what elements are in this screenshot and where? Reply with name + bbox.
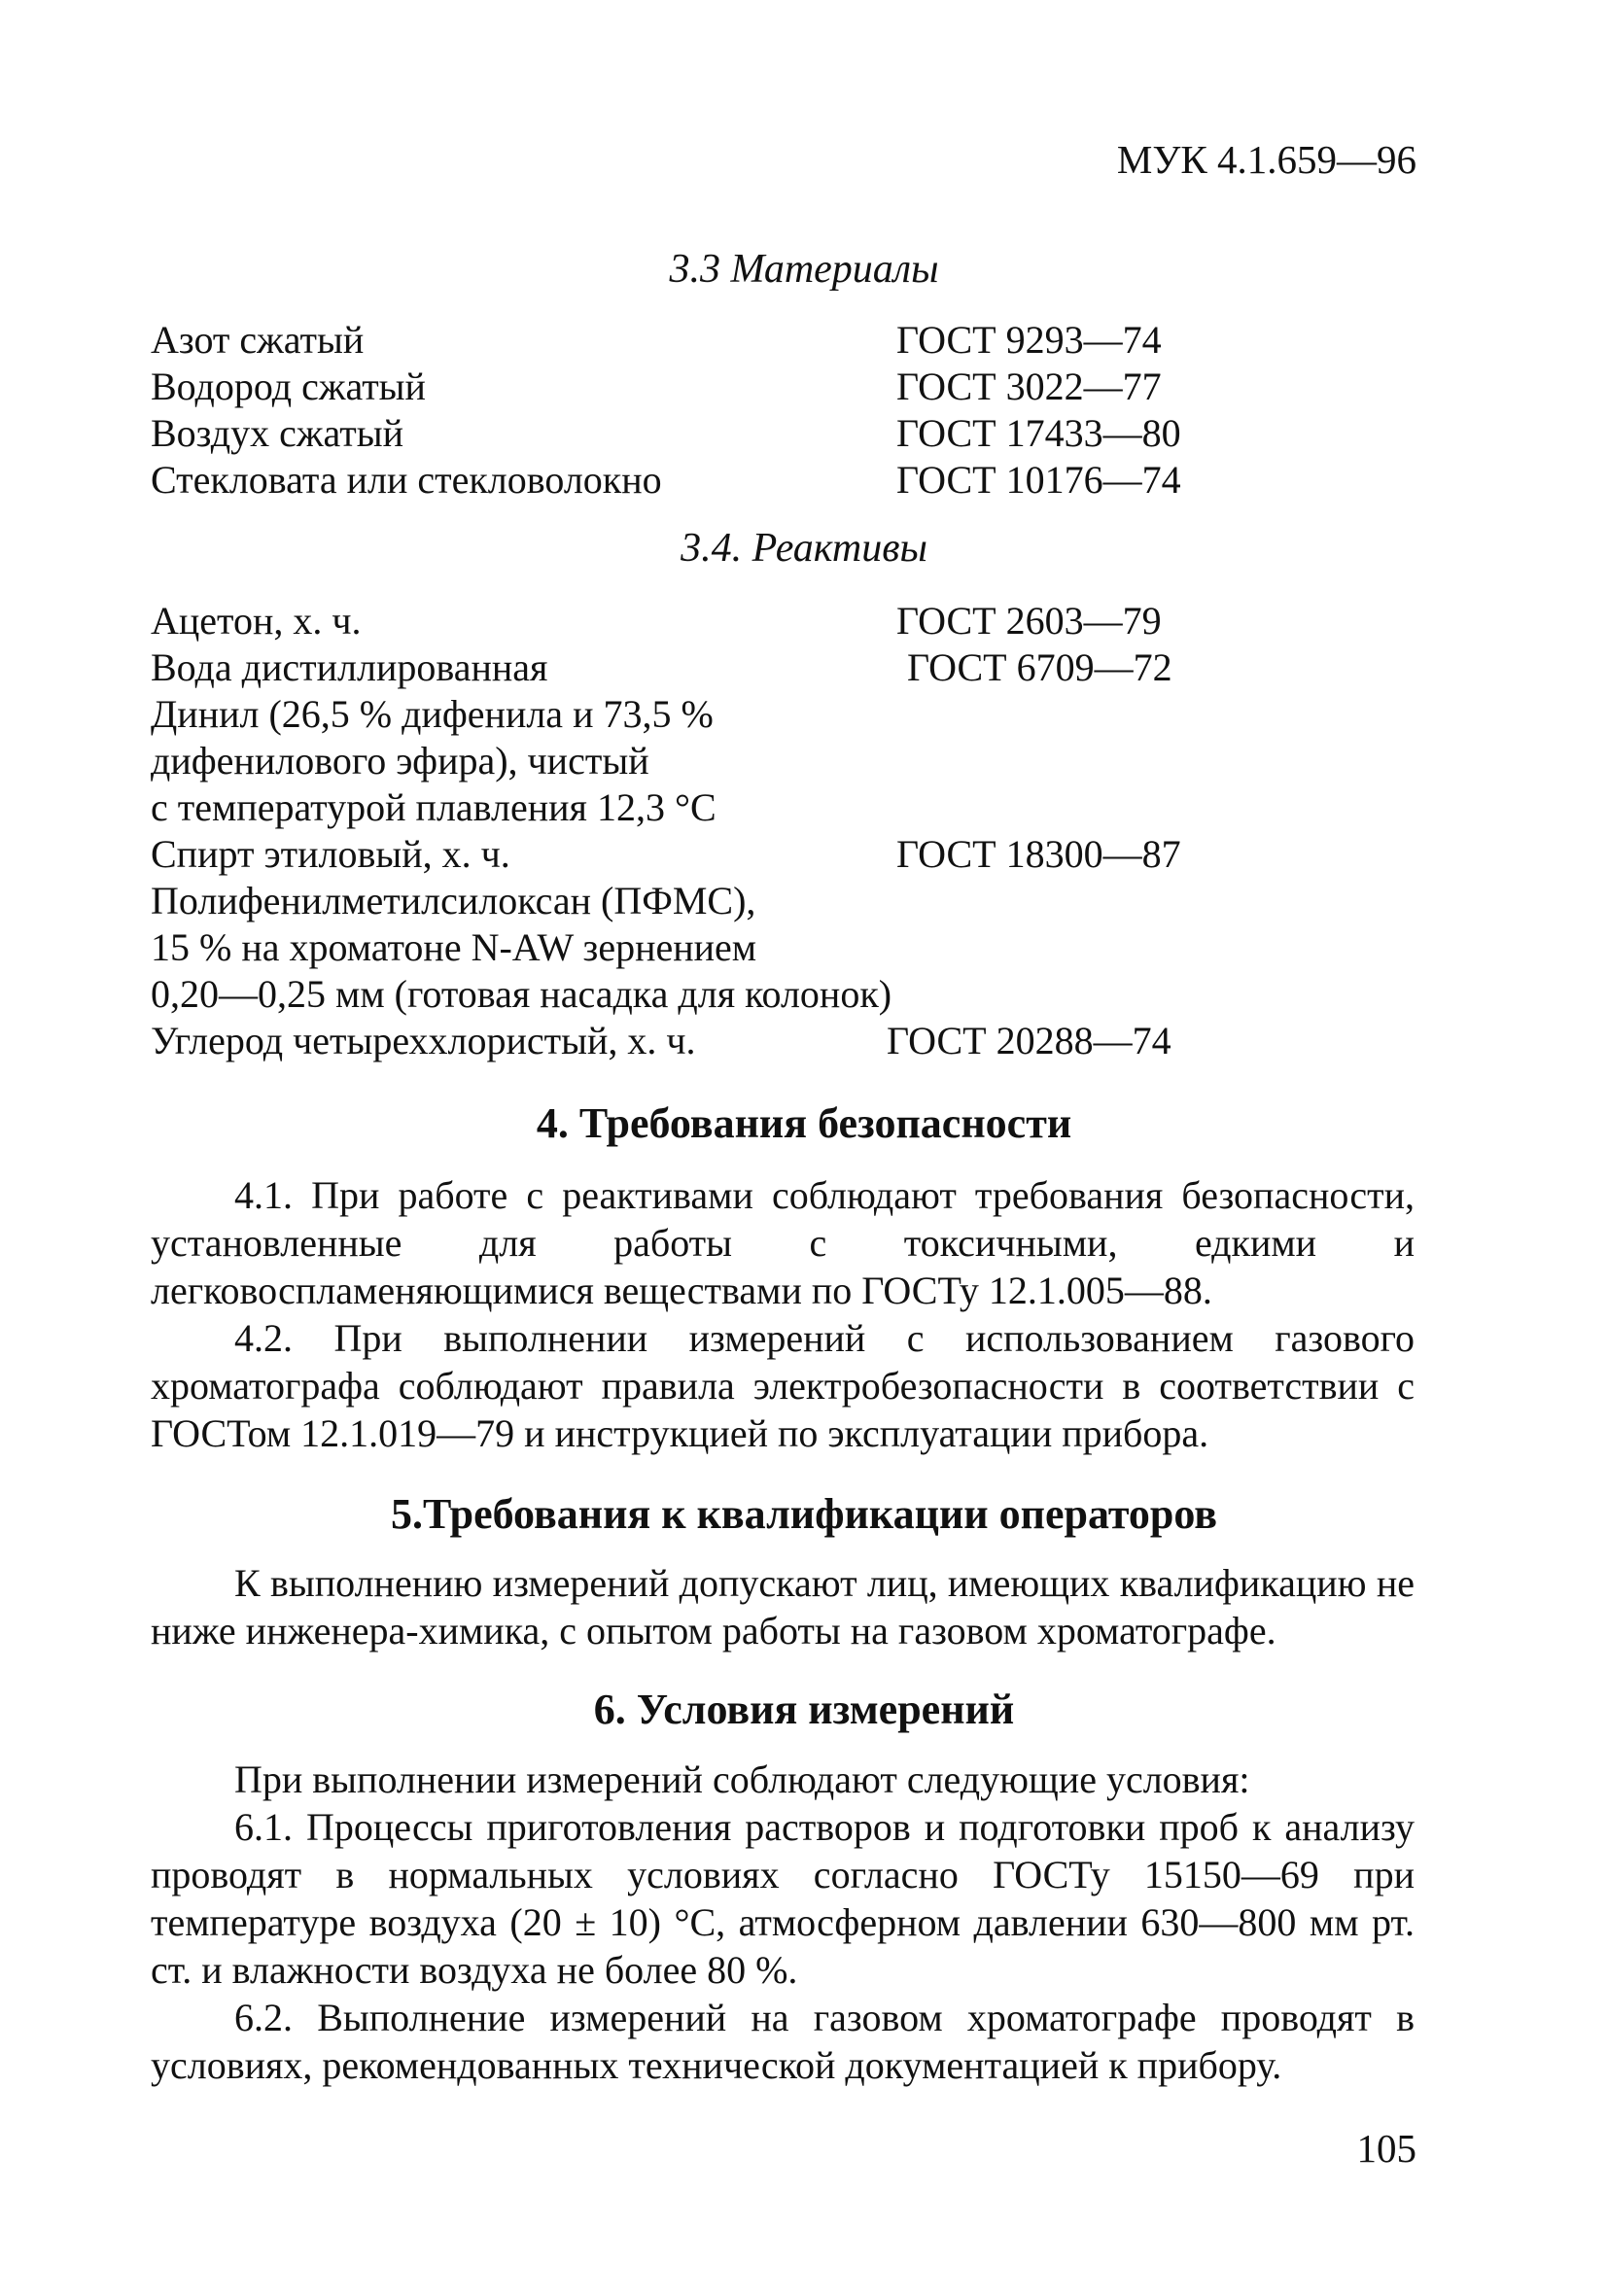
reagent-name: Динил (26,5 % дифенила и 73,5 % <box>151 692 714 736</box>
section-4-heading: 4. Требования безопасности <box>536 1099 1072 1147</box>
section-5-paragraph: К выполнению измерений допускают лиц, имеющих квалификацию не ниже инженера-химика, с опытом работы на газовом хроматографе. <box>151 1561 1415 1652</box>
reagent-row <box>151 878 755 924</box>
reagent-row <box>151 644 1172 691</box>
material-row <box>151 364 1162 410</box>
reagent-name: Углерод четыреххлористый, х. ч. <box>151 1019 696 1062</box>
material-name: Азот сжатый <box>151 318 365 362</box>
reagent-row <box>151 924 756 971</box>
reagent-name: 15 % на хроматоне N-AW зернением <box>151 925 757 969</box>
reagents-heading: 3.4. Реактивы <box>681 526 927 571</box>
reagent-row <box>151 1018 1171 1064</box>
reagent-name: Спирт этиловый, х. ч. <box>151 832 510 876</box>
section-6-paragraph-1: 6.1. Процессы приготовления растворов и подготовки проб к анализу проводят в нормальных условиях согласно ГОСТу 15150—69 при температуре воздуха (20 ± 10) °С, атмосферном давлении 630—800 мм рт. ст. и влажности воздуха не более 80 %. <box>151 1805 1415 1992</box>
reagent-row <box>151 598 1162 644</box>
section-6-paragraph-2: 6.2. Выполнение измерений на газовом хроматографе проводят в условиях, рекомендованных технической документацией к прибору. <box>151 1996 1415 2087</box>
section-5-heading: 5.Требования к квалификации операторов <box>390 1490 1218 1538</box>
reagent-gost: ГОСТ 18300—87 <box>896 832 1181 876</box>
section-4-paragraph-1: 4.1. При работе с реактивами соблюдают требования безопасности, установленные для работы с токсичными, едкими и легковоспламеняющимися веществами по ГОСТу 12.1.005—88. <box>151 1173 1415 1312</box>
section-6-intro: При выполнении измерений соблюдают следующие условия: <box>234 1757 1250 1801</box>
reagent-name: Ацетон, х. ч. <box>151 599 362 643</box>
reagent-row <box>151 691 714 738</box>
material-gost: ГОСТ 17433—80 <box>896 411 1181 455</box>
material-row <box>151 410 1181 457</box>
material-gost: ГОСТ 10176—74 <box>896 458 1181 502</box>
material-name: Водород сжатый <box>151 365 426 408</box>
reagent-name: Вода дистиллированная <box>151 645 548 689</box>
section-6-heading: 6. Условия измерений <box>593 1686 1015 1733</box>
material-gost: ГОСТ 9293—74 <box>896 318 1162 362</box>
reagent-name: дифенилового эфира), чистый <box>151 739 649 783</box>
section-4-paragraph-2: 4.2. При выполнении измерений с использованием газового хроматографа соблюдают правила электробезопасности в соответствии с ГОСТом 12.1.019—79 и инструкцией по эксплуатации прибора. <box>151 1316 1415 1455</box>
material-name: Стекловата или стекловолокно <box>151 458 662 502</box>
reagent-row <box>151 784 717 831</box>
materials-heading: 3.3 Материалы <box>669 247 939 292</box>
reagent-row <box>151 831 1181 878</box>
material-gost: ГОСТ 3022—77 <box>896 365 1162 408</box>
reagent-row <box>151 738 649 784</box>
material-row <box>151 457 1181 504</box>
reagent-gost: ГОСТ 6709—72 <box>907 645 1172 689</box>
reagent-gost: ГОСТ 20288—74 <box>887 1019 1171 1062</box>
reagent-name: 0,20—0,25 мм (готовая насадка для колонок) <box>151 972 892 1016</box>
reagent-name: Полифенилметилсилоксан (ПФМС), <box>151 879 756 922</box>
material-row <box>151 317 1162 364</box>
reagent-name: с температурой плавления 12,3 °С <box>151 785 717 829</box>
document-code: МУК 4.1.659—96 <box>1116 137 1416 182</box>
material-name: Воздух сжатый <box>151 411 403 455</box>
reagent-gost: ГОСТ 2603—79 <box>896 599 1162 643</box>
reagent-row <box>151 971 891 1018</box>
page-number: 105 <box>1356 2126 1416 2171</box>
